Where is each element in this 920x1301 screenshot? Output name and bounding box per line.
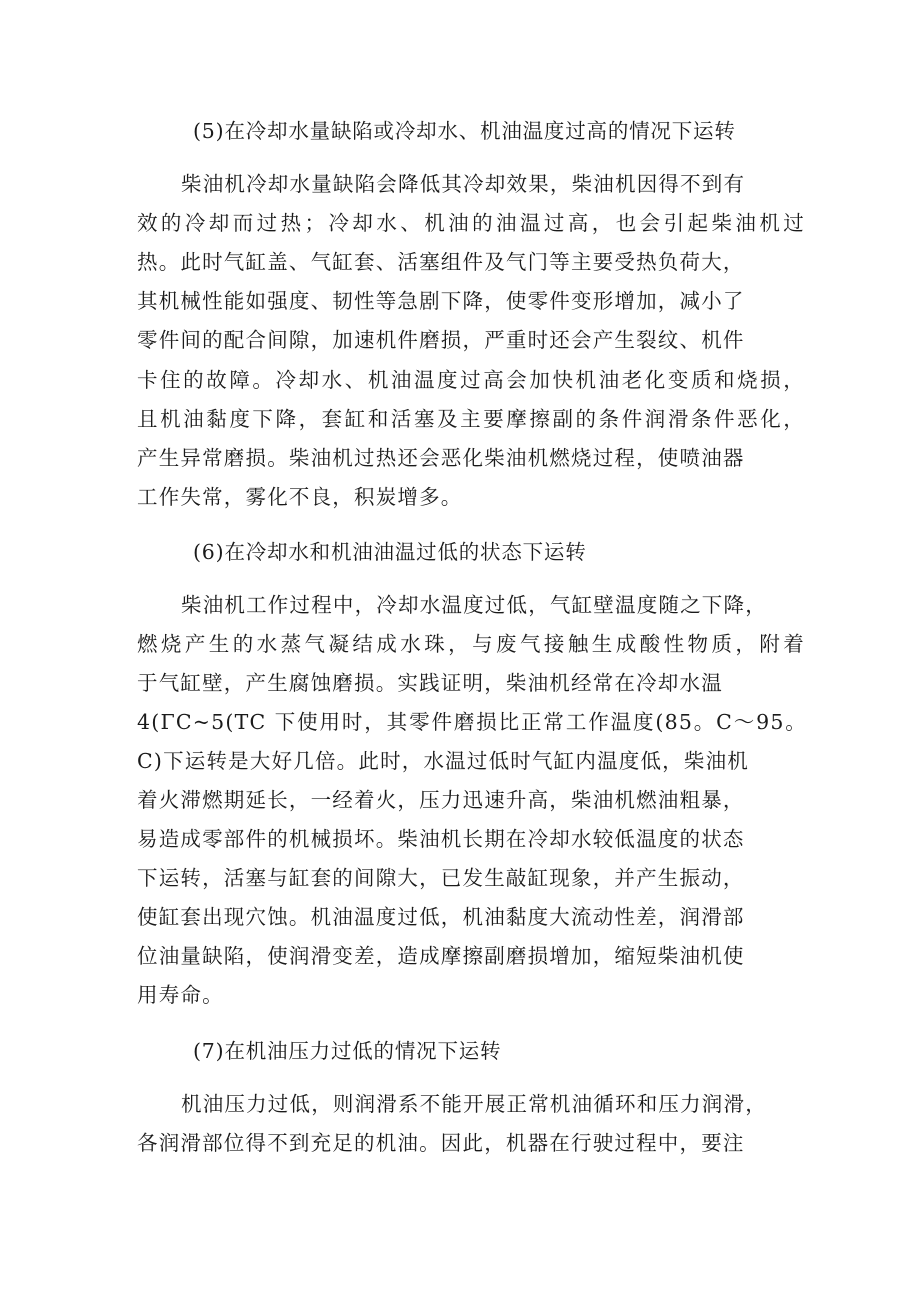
section-6-line-10: 位油量缺陷，使润滑变差，造成摩擦副磨损增加，缩短柴油机使 (137, 944, 745, 968)
section-5-line-8: 产生异常磨损。柴油机过热还会恶化柴油机燃烧过程，使喷油器 (137, 446, 745, 470)
section-6-line-8: 下运转，活塞与缸套的间隙大，已发生敲缸现象，并产生振动， (137, 866, 745, 890)
section-5-line-5: 零件间的配合间隙，加速机件磨损，严重时还会产生裂纹、机件 (137, 328, 745, 352)
section-7-line-2: 各润滑部位得不到充足的机油。因此，机器在行驶过程中，要注 (137, 1131, 745, 1155)
section-5-line-7: 且机油黏度下降，套缸和活塞及主要摩擦副的条件润滑条件恶化， (137, 407, 805, 431)
section-6-line-6: 着火滞燃期延长，一经着火，压力迅速升高，柴油机燃油粗暴， (137, 788, 745, 812)
section-6-line-11: 用寿命。 (137, 983, 224, 1007)
section-5-line-6: 卡住的故障。冷却水、机油温度过高会加快机油老化变质和烧损， (137, 368, 805, 392)
section-6-line-5: C)下运转是大好几倍。此时，水温过低时气缸内温度低，柴油机 (137, 749, 749, 773)
section-7-heading: (7)在机油压力过低的情况下运转 (193, 1039, 502, 1063)
section-6-line-1: 柴油机工作过程中，冷却水温度过低，气缸壁温度随之下降， (181, 593, 767, 617)
section-7-line-1: 机油压力过低，则润滑系不能开展正常机油循环和压力润滑， (181, 1092, 767, 1116)
section-6-line-7: 易造成零部件的机械损坏。柴油机长期在冷却水较低温度的状态 (137, 827, 745, 851)
section-6-line-2: 燃烧产生的水蒸气凝结成水珠，与废气接触生成酸性物质，附着 (137, 632, 805, 656)
section-6-line-3: 于气缸壁，产生腐蚀磨损。实践证明，柴油机经常在冷却水温 (137, 671, 723, 695)
section-6-heading: (6)在冷却水和机油油温过低的状态下运转 (193, 540, 587, 564)
section-5-line-2: 效的冷却而过热；冷却水、机油的油温过高，也会引起柴油机过 (137, 211, 805, 235)
section-5-line-3: 热。此时气缸盖、气缸套、活塞组件及气门等主要受热负荷大， (137, 250, 745, 274)
section-5-heading: (5)在冷却水量缺陷或冷却水、机油温度过高的情况下运转 (193, 119, 736, 143)
section-5-line-4: 其机械性能如强度、韧性等急剧下降，使零件变形增加，减小了 (137, 289, 745, 313)
section-6-line-4: 4(ΓC~5(TC 下使用时，其零件磨损比正常工作温度(85。C～95。 (137, 710, 807, 734)
section-5-line-1: 柴油机冷却水量缺陷会降低其冷却效果，柴油机因得不到有 (181, 172, 746, 196)
section-6-line-9: 使缸套出现穴蚀。机油温度过低，机油黏度大流动性差，润滑部 (137, 905, 745, 929)
section-5-line-9: 工作失常，雾化不良，积炭增多。 (137, 485, 463, 509)
